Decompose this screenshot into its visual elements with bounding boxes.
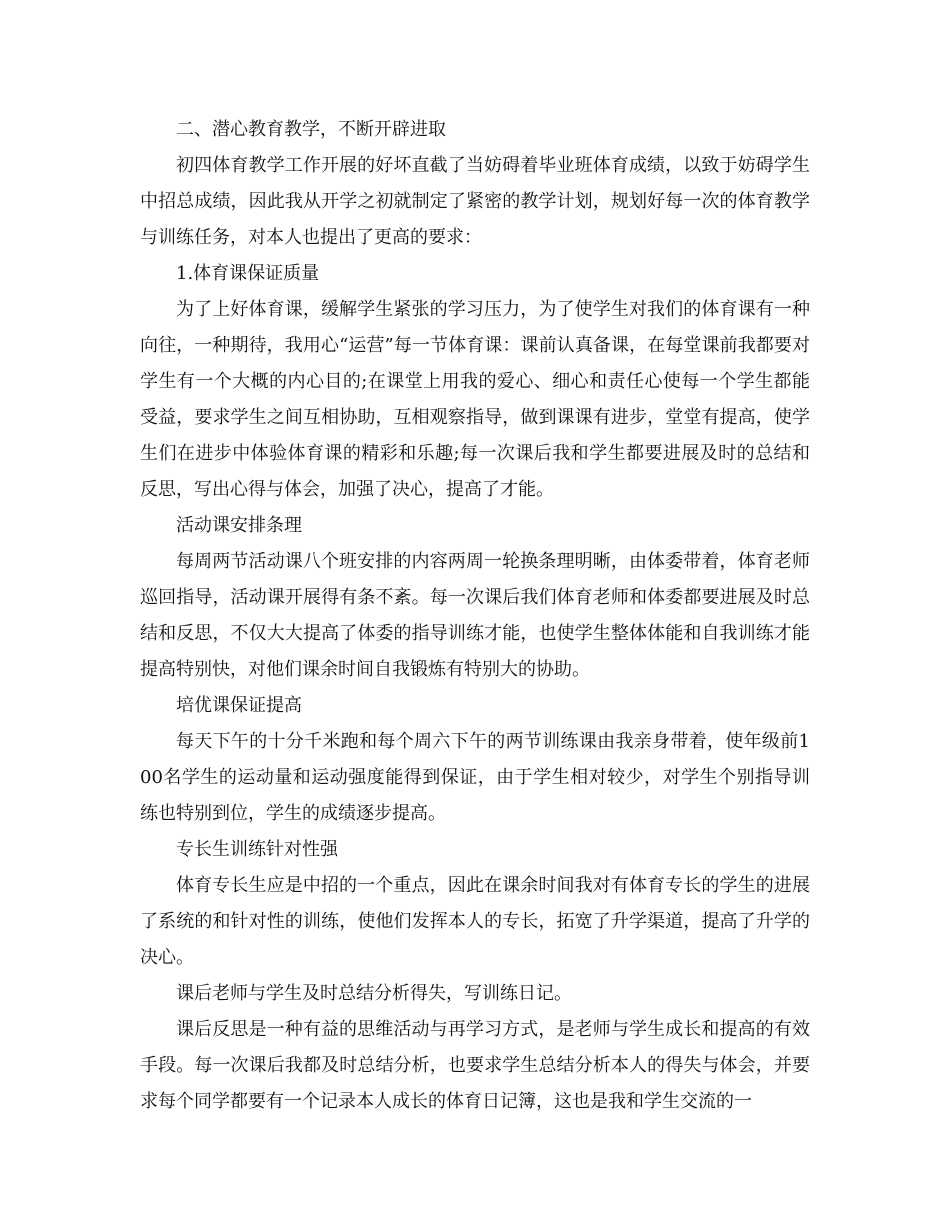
document-body (140, 112, 810, 1120)
paragraph: 每天下午的十分千米跑和每个周六下午的两节训练课由我亲身带着，使年级前100名学生的运动量和运动强度能得到保证，由于学生相对较少，对学生个别指导训练也特别到位，学生的成绩逐步提高。 (140, 731, 810, 824)
subheading: 培优课保证提高 (176, 695, 302, 716)
paragraph: 课后反思是一种有益的思维活动与再学习方式，是老师与学生成长和提高的有效手段。每一次课后我都及时总结分析，也要求学生总结分析本人的得失与体会，并要求每个同学都要有一个记录本人成长的体育日记簿，这也是我和学生交流的一 (140, 1019, 810, 1112)
paragraph: 体育专长生应是中招的一个重点，因此在课余时间我对有体育专长的学生的进展了系统的和针对性的训练，使他们发挥本人的专长，拓宽了升学渠道，提高了升学的决心。 (140, 875, 810, 968)
paragraph: 初四体育教学工作开展的好坏直截了当妨碍着毕业班体育成绩，以致于妨碍学生中招总成绩，因此我从开学之初就制定了紧密的教学计划，规划好每一次的体育教学与训练任务，对本人也提出了更高的要求： (140, 155, 810, 248)
subheading: 1.体育课保证质量 (176, 263, 320, 284)
subheading: 专长生训练针对性强 (176, 839, 338, 860)
paragraph: 每周两节活动课八个班安排的内容两周一轮换条理明晰，由体委带着，体育老师巡回指导，活动课开展得有条不紊。每一次课后我们体育老师和体委都要进展及时总结和反思，不仅大大提高了体委的指导训练才能，也使学生整体体能和自我训练才能提高特别快，对他们课余时间自我锻炼有特别大的协助。 (140, 551, 810, 680)
section-heading: 二、潜心教育教学，不断开辟进取 (176, 119, 446, 140)
subheading: 活动课安排条理 (176, 515, 302, 536)
paragraph: 为了上好体育课，缓解学生紧张的学习压力，为了使学生对我们的体育课有一种向往，一种期待，我用心“运营”每一节体育课：课前认真备课，在每堂课前我都要对学生有一个大概的内心目的;在课堂上用我的爱心、细心和责任心使每一个学生都能受益，要求学生之间互相协助，互相观察指导，做到课课有进步，堂堂有提高，使学生们在进步中体验体育课的精彩和乐趣;每一次课后我和学生都要进展及时的总结和反思，写出心得与体会，加强了决心，提高了才能。 (140, 299, 810, 500)
subheading: 课后老师与学生及时总结分析得失，写训练日记。 (176, 983, 572, 1004)
